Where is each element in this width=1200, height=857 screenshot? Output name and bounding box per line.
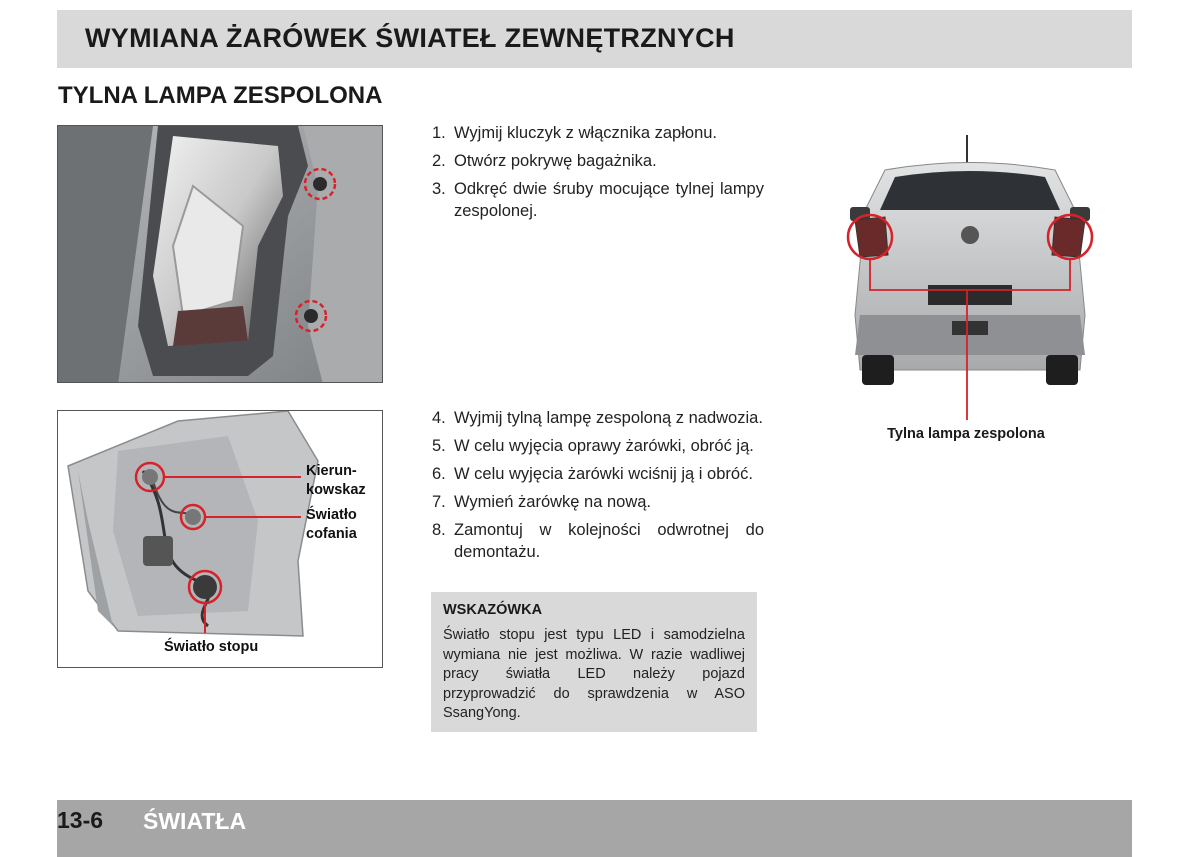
step-number: 5. [432, 437, 446, 455]
step-item [432, 150, 764, 172]
footer-bar [57, 800, 1132, 857]
step-text: W celu wyjęcia żarówki wciśnij ją i obróć. [454, 465, 753, 483]
callout-turn-signal-line1: Kierun- [306, 463, 357, 479]
step-text: Wyjmij tylną lampę zespoloną z nadwozia. [454, 409, 763, 427]
car-figure-caption: Tylna lampa zespolona [887, 426, 1045, 442]
step-number: 1. [432, 124, 446, 142]
step-text: W celu wyjęcia oprawy żarówki, obróć ją. [454, 437, 754, 455]
step-number: 2. [432, 152, 446, 170]
step-item [432, 519, 764, 563]
steps-list-1 [432, 122, 764, 228]
section-title: TYLNA LAMPA ZESPOLONA [58, 82, 383, 109]
page-number: 13-6 [57, 807, 104, 833]
step-text: Wymień żarówkę na nową. [454, 493, 652, 511]
step-text: Zamontuj w kolejności odwrotnej do demontażu. [454, 521, 764, 561]
step-text: Otwórz pokrywę bagażnika. [454, 152, 657, 170]
callout-reverse-light [306, 506, 357, 544]
step-item [432, 463, 764, 485]
step-number: 6. [432, 465, 446, 483]
callout-reverse-light-line2: cofania [306, 526, 357, 542]
header-bar [57, 10, 1132, 68]
step-item [432, 407, 764, 429]
chapter-title: ŚWIATŁA [143, 808, 247, 834]
step-number: 7. [432, 493, 446, 511]
step-item [432, 178, 764, 222]
step-item [432, 122, 764, 144]
step-text: Wyjmij kluczyk z włącznika zapłonu. [454, 124, 718, 142]
step-item [432, 491, 764, 513]
tip-title: WSKAZÓWKA [443, 602, 543, 618]
step-number: 3. [432, 180, 446, 198]
step-number: 4. [432, 409, 446, 427]
step-text: Odkręć dwie śruby mocujące tylnej lampy zespolonej. [454, 180, 764, 220]
step-number: 8. [432, 521, 446, 539]
car-rear-illustration [830, 125, 1110, 425]
callout-stop-light: Światło stopu [164, 639, 259, 655]
page-title: WYMIANA ŻARÓWEK ŚWIATEŁ ZEWNĘTRZNYCH [85, 23, 735, 53]
callout-turn-signal-line2: kowskaz [306, 482, 366, 498]
callout-reverse-light-line1: Światło [306, 507, 357, 523]
tip-box [431, 592, 757, 732]
tail-lamp-screws-photo [57, 125, 383, 383]
tip-body: Światło stopu jest typu LED i samodzielna wymiana nie jest możliwa. W razie wadliwej pracy światła LED należy pojazd przyprowadzić do sprawdzenia w ASO SsangYong. [443, 627, 745, 721]
callout-turn-signal [306, 462, 366, 500]
steps-list-2 [432, 407, 764, 569]
step-item [432, 435, 764, 457]
